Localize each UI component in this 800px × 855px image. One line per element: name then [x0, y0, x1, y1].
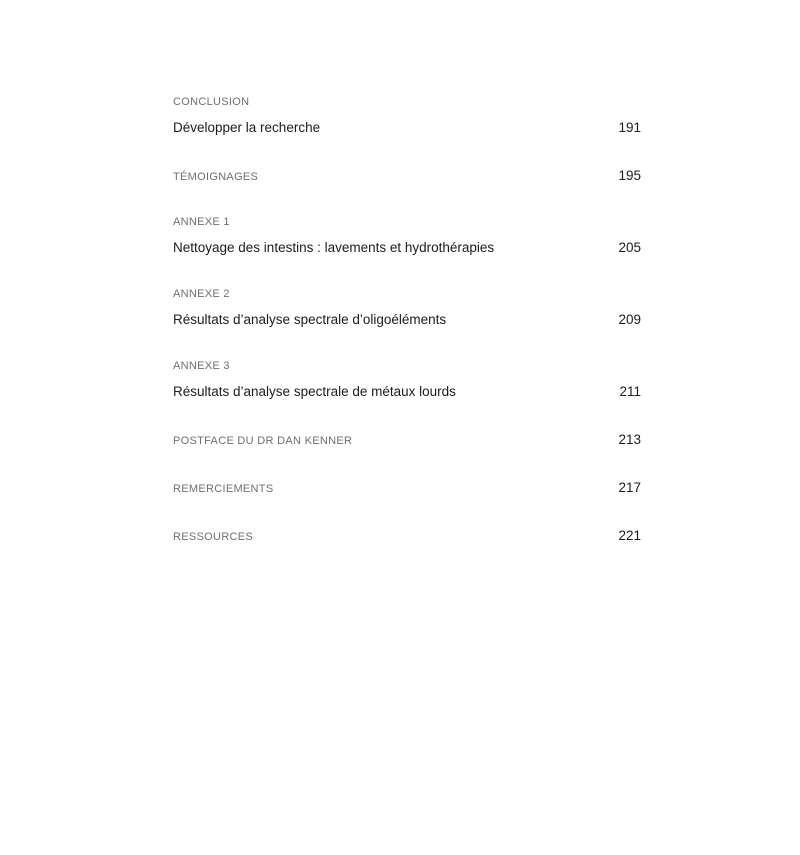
- toc-section-conclusion: [173, 96, 641, 141]
- toc-section-annexe-3: [173, 360, 641, 405]
- toc-heading-page: 217: [618, 480, 641, 495]
- toc-entry[interactable]: [173, 432, 641, 453]
- toc-entry-title: Nettoyage des intestins : lavements et hydrothérapies: [173, 240, 495, 255]
- toc-section-temoignages: [173, 168, 641, 189]
- toc-section-annexe-1: [173, 216, 641, 261]
- toc-heading: ANNEXE 3: [173, 360, 230, 372]
- toc-section-ressources: [173, 528, 641, 549]
- toc-heading-page: 213: [618, 432, 641, 447]
- toc-entry[interactable]: [173, 528, 641, 549]
- toc-heading: CONCLUSION: [173, 96, 250, 108]
- table-of-contents: [173, 96, 641, 576]
- toc-entry[interactable]: [173, 120, 641, 141]
- toc-entry-title: Résultats d’analyse spectrale de métaux lourds: [173, 384, 456, 399]
- toc-section-postface: [173, 432, 641, 453]
- toc-heading: ANNEXE 2: [173, 288, 230, 300]
- toc-heading: TÉMOIGNAGES: [173, 171, 259, 183]
- toc-heading-page: 221: [618, 528, 641, 543]
- toc-heading-row: [173, 96, 641, 117]
- toc-entry[interactable]: [173, 240, 641, 261]
- toc-entry[interactable]: [173, 480, 641, 501]
- toc-entry-title: Résultats d’analyse spectrale d’oligoéléments: [173, 312, 447, 327]
- toc-heading-page: 195: [618, 168, 641, 183]
- toc-section-remerciements: [173, 480, 641, 501]
- toc-heading-row: [173, 216, 641, 237]
- toc-entry-page: 211: [619, 384, 641, 399]
- toc-entry-page: 209: [618, 312, 641, 327]
- toc-entry-title: Développer la recherche: [173, 120, 321, 135]
- toc-heading-row: [173, 360, 641, 381]
- toc-entry[interactable]: [173, 312, 641, 333]
- toc-entry[interactable]: [173, 384, 641, 405]
- toc-heading: ANNEXE 1: [173, 216, 230, 228]
- toc-section-annexe-2: [173, 288, 641, 333]
- toc-heading: RESSOURCES: [173, 531, 254, 543]
- toc-heading: POSTFACE DU DR DAN KENNER: [173, 435, 353, 447]
- toc-heading: REMERCIEMENTS: [173, 483, 274, 495]
- toc-entry-page: 205: [618, 240, 641, 255]
- toc-entry[interactable]: [173, 168, 641, 189]
- toc-entry-page: 191: [618, 120, 641, 135]
- toc-heading-row: [173, 288, 641, 309]
